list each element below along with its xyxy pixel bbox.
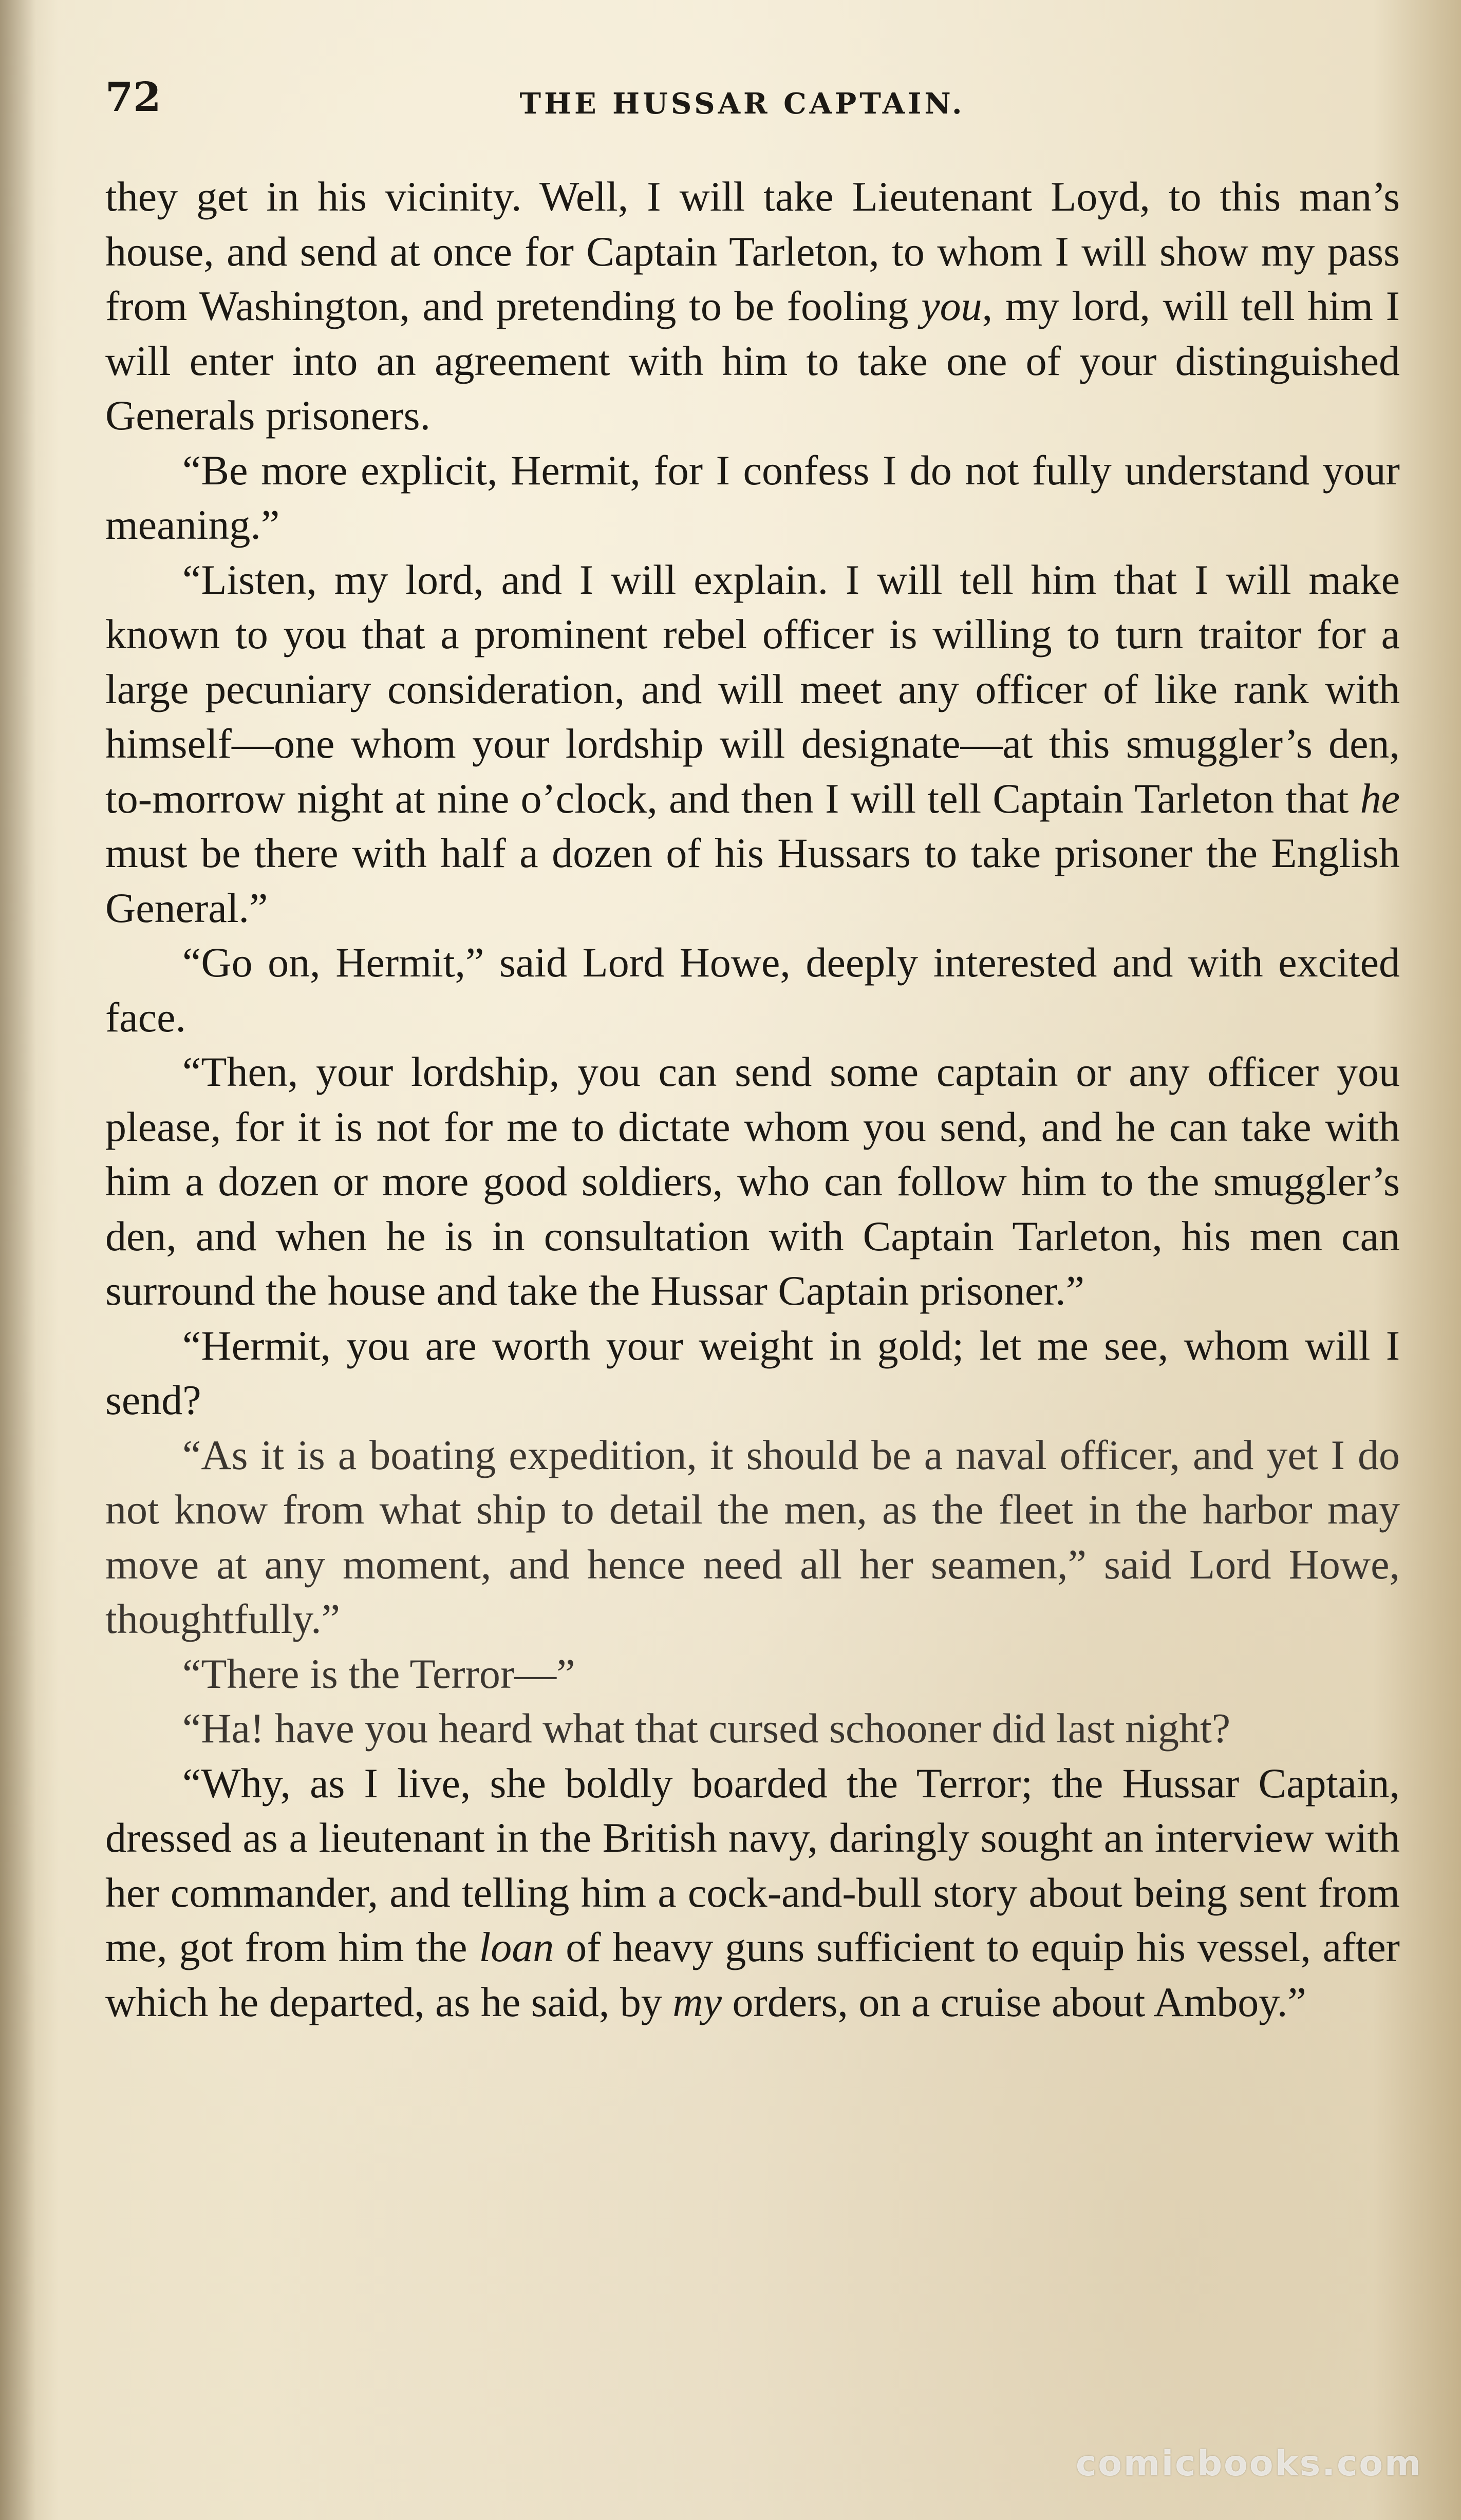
paragraph — [105, 1045, 1400, 1319]
text-segment: of heavy guns sufficient to equip his vessel, after which he departed, as he said, by — [105, 1924, 1400, 2025]
body-text — [105, 170, 1400, 2029]
watermark: comicbooks.com — [1075, 2443, 1422, 2484]
paragraph — [105, 443, 1400, 553]
paragraph — [105, 170, 1400, 443]
italic-text: my — [672, 1978, 722, 2025]
running-head: THE HUSSAR CAPTAIN. — [519, 87, 965, 121]
italic-text: he — [1360, 775, 1400, 822]
page-header — [105, 72, 1379, 128]
text-segment: must be there with half a dozen of his Hussars to take prisoner the English General.” — [105, 830, 1400, 931]
text-segment: “As it is a boating expedition, it should be a naval officer, and yet I do not know from what ship to detail the men, as the fleet in the harbor may move at any moment, and hence need all her seamen,” said Lord Howe, thoughtfully.” — [105, 1431, 1400, 1642]
paragraph — [105, 1701, 1400, 1756]
page-number: 72 — [105, 74, 161, 121]
text-segment: “Go on, Hermit,” said Lord Howe, deeply interested and with excited face. — [105, 939, 1400, 1041]
spine-shadow — [0, 0, 36, 2520]
text-segment: “Hermit, you are worth your weight in gold; let me see, whom will I send? — [105, 1322, 1400, 1423]
text-segment: “Then, your lordship, you can send some captain or any officer you please, for it is not for me to dictate whom you send, and he can take with him a dozen or more good soldiers, who can follow him to the smuggler’s den, and when he is in consultation with Captain Tarleton, his men can surround the house and take the Hussar Captain prisoner.” — [105, 1048, 1400, 1314]
paragraph — [105, 935, 1400, 1045]
text-segment: , my lord, will tell him I will enter into an agreement with him to take one of your distinguished Generals prisoners. — [105, 283, 1400, 439]
paragraph — [105, 1647, 1400, 1702]
text-segment: “Why, as I live, she boldly boarded the Terror; the Hussar Captain, dressed as a lieutenant in the British navy, daringly sought an interview with her commander, and telling him a cock-and-bull story about being sent from me, got from him the — [105, 1759, 1400, 1970]
text-segment: “Listen, my lord, and I will explain. I will tell him that I will make known to you that a prominent rebel officer is willing to turn traitor for a large pecuniary consideration, and will meet any officer of like rank with himself—one whom your lordship will designate—at this smuggler’s den, to-morrow night at nine o’clock, and then I will tell Captain Tarleton that — [105, 556, 1400, 822]
italic-text: loan — [479, 1924, 554, 1970]
text-segment: “There is the Terror—” — [182, 1650, 575, 1697]
text-segment: “Be more explicit, Hermit, for I confess I do not fully understand your meaning.” — [105, 446, 1400, 548]
text-segment: orders, on a cruise about Amboy.” — [721, 1978, 1306, 2025]
italic-text: you — [921, 283, 982, 329]
text-segment: they get in his vicinity. Well, I will take Lieutenant Loyd, to this man’s house, and send at once for Captain Tarleton, to whom I will show my pass from Washington, and pretending to be fooling — [105, 173, 1400, 329]
paragraph — [105, 1428, 1400, 1647]
paragraph — [105, 553, 1400, 936]
paragraph — [105, 1756, 1400, 2030]
paragraph — [105, 1319, 1400, 1428]
text-segment: “Ha! have you heard what that cursed schooner did last night? — [182, 1705, 1231, 1752]
